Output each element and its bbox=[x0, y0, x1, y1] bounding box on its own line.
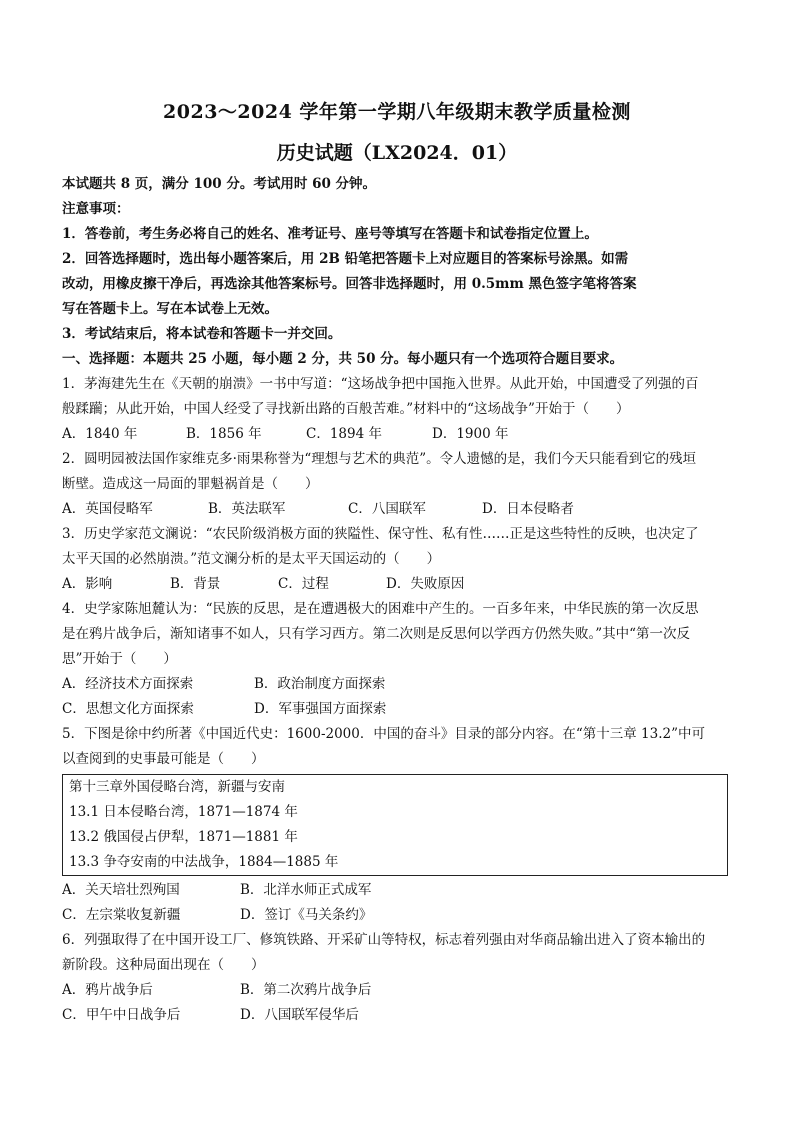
question-text: 5．下图是徐中约所著《中国近代史：1600-2000．中国的奋斗》目录的部分内容。在“第十三章 13.2”中可 bbox=[62, 726, 706, 742]
options-row bbox=[62, 572, 734, 597]
option-d: D．失败原因 bbox=[386, 576, 465, 592]
option-b: B．背景 bbox=[170, 576, 221, 592]
question-3 bbox=[62, 522, 734, 597]
question-text: 6．列强取得了在中国开设工厂、修筑铁路、开采矿山等特权，标志着列强由对华商品输出进入了资本输出的 bbox=[62, 932, 706, 948]
question-text: 太平天国的必然崩溃。”范文澜分析的是太平天国运动的（ ） bbox=[62, 551, 441, 567]
option-c: C．八国联军 bbox=[348, 501, 426, 517]
question-text: 是在鸦片战争后，渐知诸事不如人，只有学习西方。第二次则是反思何以学西方仍然失败。”其中“第一次反 bbox=[62, 626, 691, 642]
notice-item: 改动，用橡皮擦干净后，再选涂其他答案标号。回答非选择题时，用 0.5mm 黑色签字笔将答案 bbox=[62, 276, 637, 292]
notice-title: 注意事项： bbox=[62, 201, 130, 217]
notice-item: 写在答题卡上。写在本试卷上无效。 bbox=[62, 301, 278, 317]
notice-item: 2．回答选择题时，选出每小题答案后，用 2B 铅笔把答题卡上对应题目的答案标号涂黑。如需 bbox=[62, 251, 629, 267]
option-b: B．1856 年 bbox=[186, 426, 262, 442]
option-c: C．1894 年 bbox=[306, 426, 382, 442]
question-2 bbox=[62, 447, 734, 522]
option-a: A．1840 年 bbox=[62, 426, 138, 442]
exam-body bbox=[62, 172, 734, 1028]
option-a: A．经济技术方面探索 bbox=[62, 676, 194, 692]
option-b: B．政治制度方面探索 bbox=[254, 676, 386, 692]
option-d: D．日本侵略者 bbox=[482, 501, 574, 517]
option-b: B．第二次鸦片战争后 bbox=[240, 982, 372, 998]
question-4 bbox=[62, 597, 734, 722]
option-c: C．左宗棠收复新疆 bbox=[62, 907, 181, 923]
option-d: D．签订《马关条约》 bbox=[240, 907, 373, 923]
section-heading: 一、选择题：本题共 25 小题，每小题 2 分，共 50 分。每小题只有一个选项符合题目要求。 bbox=[62, 351, 624, 367]
table-of-contents-box bbox=[62, 774, 728, 876]
question-text: 4．史学家陈旭麓认为：“民族的反思，是在遭遇极大的困难中产生的。一百多年来，中华民族的第一次反思 bbox=[62, 601, 699, 617]
option-a: A．影响 bbox=[62, 576, 113, 592]
options-row bbox=[62, 1003, 734, 1028]
question-1 bbox=[62, 372, 734, 447]
option-d: D．八国联军侵华后 bbox=[240, 1007, 359, 1023]
option-a: A．关天培壮烈殉国 bbox=[62, 882, 180, 898]
question-text: 3．历史学家范文澜说：“农民阶级消极方面的狭隘性、保守性、私有性……正是这些特性的反映，也决定了 bbox=[62, 526, 699, 542]
question-text: 2．圆明园被法国作家维克多·雨果称誉为“理想与艺术的典范”。令人遗憾的是，我们今天只能看到它的残垣 bbox=[62, 451, 697, 467]
exam-title: 2023～2024 学年第一学期八年级期末教学质量检测 bbox=[163, 101, 631, 123]
option-b: B．北洋水师正式成军 bbox=[240, 882, 372, 898]
toc-line: 第十三章外国侵略台湾，新疆与安南 bbox=[69, 779, 285, 795]
toc-line: 13.1 日本侵略台湾，1871—1874 年 bbox=[69, 804, 298, 820]
option-d: D．军事强国方面探索 bbox=[254, 701, 387, 717]
options-row bbox=[62, 672, 734, 697]
option-c: C．甲午中日战争后 bbox=[62, 1007, 181, 1023]
options-row bbox=[62, 978, 734, 1003]
options-row bbox=[62, 903, 734, 928]
question-5 bbox=[62, 722, 734, 928]
option-b: B．英法联军 bbox=[208, 501, 286, 517]
option-a: A．英国侵略军 bbox=[62, 501, 153, 517]
option-a: A．鸦片战争后 bbox=[62, 982, 153, 998]
options-row bbox=[62, 422, 734, 447]
toc-line: 13.2 俄国侵占伊犁，1871—1881 年 bbox=[69, 829, 298, 845]
question-text: 思”开始于（ ） bbox=[62, 651, 177, 667]
question-text: 般蹂躏；从此开始，中国人经受了寻找新出路的百般苦难。”材料中的“这场战争”开始于（ ） bbox=[62, 401, 630, 417]
option-c: C．过程 bbox=[278, 576, 329, 592]
option-d: D．1900 年 bbox=[432, 426, 509, 442]
notice-item: 3．考试结束后，将本试卷和答题卡一并交回。 bbox=[62, 326, 342, 342]
notice-item: 1．答卷前，考生务必将自己的姓名、准考证号、座号等填写在答题卡和试卷指定位置上。 bbox=[62, 226, 598, 242]
question-text: 新阶段。这种局面出现在（ ） bbox=[62, 957, 265, 973]
exam-info: 本试题共 8 页，满分 100 分。考试用时 60 分钟。 bbox=[62, 176, 377, 192]
toc-line: 13.3 争夺安南的中法战争，1884—1885 年 bbox=[69, 854, 339, 870]
question-text: 1．茅海建先生在《天朝的崩溃》一书中写道：“这场战争把中国拖入世界。从此开始，中国遭受了列强的百 bbox=[62, 376, 699, 392]
options-row bbox=[62, 497, 734, 522]
exam-subtitle: 历史试题（LX2024．01） bbox=[276, 142, 518, 164]
question-text: 以查阅到的史事最可能是（ ） bbox=[62, 751, 265, 767]
question-6 bbox=[62, 928, 734, 1028]
question-text: 断壁。造成这一局面的罪魁祸首是（ ） bbox=[62, 476, 319, 492]
option-c: C．思想文化方面探索 bbox=[62, 701, 194, 717]
options-row bbox=[62, 878, 734, 903]
options-row bbox=[62, 697, 734, 722]
